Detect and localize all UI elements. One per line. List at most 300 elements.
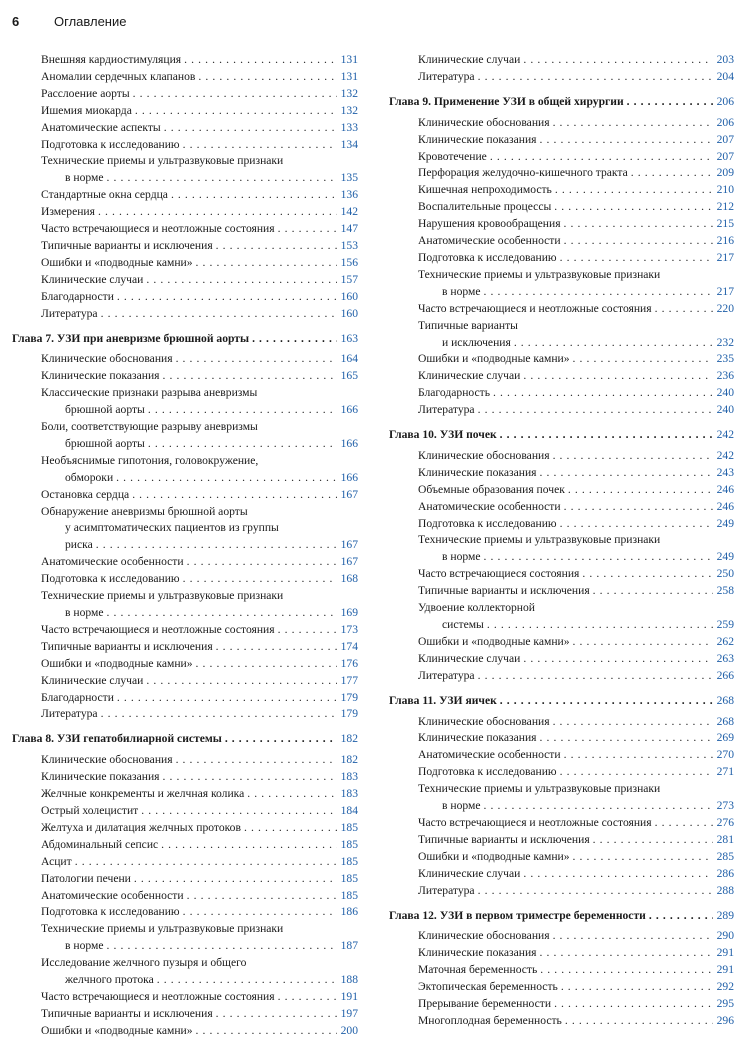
- toc-section-entry[interactable]: [389, 962, 734, 979]
- toc-column-left: [12, 52, 358, 1040]
- toc-page-number[interactable]: 174: [340, 639, 358, 653]
- toc-page-number[interactable]: 262: [716, 634, 734, 648]
- dot-leader: [540, 945, 714, 962]
- toc-section-entry[interactable]: [12, 487, 358, 504]
- toc-section-entry[interactable]: [389, 52, 734, 69]
- toc-page-number[interactable]: 212: [716, 200, 734, 214]
- toc-section-entry[interactable]: [389, 714, 734, 731]
- toc-page-number[interactable]: 177: [340, 673, 358, 687]
- toc-page-number[interactable]: 182: [340, 732, 358, 746]
- toc-entry-title: Анатомические особенности: [41, 888, 184, 902]
- dot-leader: [98, 204, 337, 221]
- toc-entry-title: Часто встречающиеся и неотложные состояния: [41, 622, 275, 636]
- toc-entry-title: Ошибки и «подводные камни»: [41, 1023, 193, 1037]
- dot-leader: [500, 427, 713, 444]
- toc-page-number[interactable]: 291: [716, 963, 734, 977]
- toc-section-entry[interactable]: [12, 272, 358, 289]
- toc-entry-title: Технические приемы и ультразвуковые признаки: [41, 922, 284, 936]
- dot-leader: [627, 94, 713, 111]
- toc-entry-title: Литература: [418, 668, 475, 682]
- toc-entry-title: Воспалительные процессы: [418, 200, 552, 214]
- toc-section-entry[interactable]: [12, 103, 358, 120]
- toc-entry-title: Клинические показания: [41, 369, 160, 383]
- toc-entry-title: Многоплодная беременность: [418, 1013, 562, 1027]
- toc-page-number[interactable]: 167: [340, 487, 358, 501]
- toc-page-number[interactable]: 217: [716, 250, 734, 264]
- toc-section-entry[interactable]: [12, 120, 358, 137]
- toc-section-entry[interactable]: [389, 69, 734, 86]
- toc-section-entry[interactable]: [389, 945, 734, 962]
- toc-section-entry[interactable]: [12, 656, 358, 673]
- toc-page-number[interactable]: 216: [716, 234, 734, 248]
- dot-leader: [564, 747, 713, 764]
- toc-page-number[interactable]: 185: [340, 871, 358, 885]
- toc-section-entry[interactable]: [389, 250, 734, 267]
- toc-page-number[interactable]: 270: [716, 748, 734, 762]
- toc-section-entry[interactable]: [389, 928, 734, 945]
- dot-leader: [478, 668, 713, 685]
- dot-leader: [554, 199, 713, 216]
- toc-section-entry[interactable]: [389, 996, 734, 1013]
- dot-leader: [553, 714, 713, 731]
- toc-page-number[interactable]: 185: [340, 820, 358, 834]
- toc-entry-title: Часто встречающиеся и неотложные состояния: [418, 815, 652, 829]
- toc-page-number[interactable]: 236: [716, 369, 734, 383]
- toc-page-number[interactable]: 167: [340, 555, 358, 569]
- toc-section-entry[interactable]: [389, 600, 734, 634]
- toc-page-number[interactable]: 291: [716, 946, 734, 960]
- toc-page-number[interactable]: 179: [340, 690, 358, 704]
- dot-leader: [225, 731, 337, 748]
- dot-leader: [553, 448, 713, 465]
- toc-section-entry[interactable]: [12, 769, 358, 786]
- toc-page-number[interactable]: 207: [716, 132, 734, 146]
- toc-section-entry[interactable]: [12, 904, 358, 921]
- toc-page-number[interactable]: 135: [340, 171, 358, 185]
- toc-section-entry[interactable]: [389, 499, 734, 516]
- toc-page-number[interactable]: 268: [716, 693, 734, 707]
- toc-page-number[interactable]: 220: [716, 301, 734, 315]
- toc-section-entry[interactable]: [12, 803, 358, 820]
- toc-entry-title: и исключения: [442, 335, 511, 349]
- toc-section-entry[interactable]: [389, 267, 734, 301]
- toc-section-entry[interactable]: [12, 921, 358, 955]
- toc-page-number[interactable]: 273: [716, 799, 734, 813]
- toc-entry-title: Анатомические особенности: [418, 234, 561, 248]
- toc-entry-title: Перфорация желудочно-кишечного тракта: [418, 166, 628, 180]
- toc-section-entry[interactable]: [12, 368, 358, 385]
- toc-section-entry[interactable]: [389, 182, 734, 199]
- toc-page-number[interactable]: 217: [716, 284, 734, 298]
- toc-page-number[interactable]: 197: [340, 1006, 358, 1020]
- toc-page-number[interactable]: 200: [340, 1023, 358, 1037]
- dot-leader: [117, 289, 337, 306]
- dot-leader: [278, 221, 337, 238]
- toc-page-number[interactable]: 286: [716, 866, 734, 880]
- toc-entry-title: Клинические случаи: [41, 673, 144, 687]
- toc-section-entry[interactable]: [389, 165, 734, 182]
- dot-leader: [196, 255, 337, 272]
- toc-entry-title: Технические приемы и ультразвуковые признаки: [418, 782, 661, 796]
- dot-leader: [655, 815, 713, 832]
- toc-page-number[interactable]: 243: [716, 465, 734, 479]
- toc-section-entry[interactable]: [12, 622, 358, 639]
- toc-page-number[interactable]: 246: [716, 499, 734, 513]
- toc-section-entry[interactable]: [12, 221, 358, 238]
- toc-section-entry[interactable]: [389, 132, 734, 149]
- toc-page-number[interactable]: 183: [340, 770, 358, 784]
- toc-page-number[interactable]: 240: [716, 403, 734, 417]
- toc-section-entry[interactable]: [389, 351, 734, 368]
- toc-page-number[interactable]: 184: [340, 803, 358, 817]
- toc-section-entry[interactable]: [389, 1013, 734, 1030]
- toc-section-entry[interactable]: [12, 752, 358, 769]
- toc-section-entry[interactable]: [12, 673, 358, 690]
- dot-leader: [117, 690, 337, 707]
- toc-section-entry[interactable]: [12, 554, 358, 571]
- toc-section-entry[interactable]: [12, 306, 358, 323]
- toc-entry-title: Клинические случаи: [41, 272, 144, 286]
- toc-page-number[interactable]: 157: [340, 272, 358, 286]
- toc-page-number[interactable]: 164: [340, 352, 358, 366]
- toc-entry-title: системы: [442, 618, 484, 631]
- dot-leader: [161, 837, 337, 854]
- toc-page-number[interactable]: 131: [340, 69, 358, 83]
- toc-page-number[interactable]: 132: [340, 103, 358, 117]
- dot-leader: [561, 979, 713, 996]
- toc-section-entry[interactable]: [12, 989, 358, 1006]
- toc-page-number[interactable]: 296: [716, 1013, 734, 1027]
- toc-page-number[interactable]: 276: [716, 815, 734, 829]
- toc-entry-title: Глава 10. УЗИ почек: [389, 428, 497, 442]
- dot-leader: [593, 583, 713, 600]
- toc-section-entry[interactable]: [389, 815, 734, 832]
- toc-page-number[interactable]: 163: [340, 331, 358, 345]
- dot-leader: [164, 120, 337, 137]
- toc-page-number[interactable]: 209: [716, 166, 734, 180]
- toc-page-number[interactable]: 176: [340, 656, 358, 670]
- toc-page-number[interactable]: 288: [716, 883, 734, 897]
- toc-entry-title: Нарушения кровообращения: [418, 217, 561, 231]
- toc-chapter-entry[interactable]: [389, 908, 734, 925]
- toc-page-number[interactable]: 185: [340, 888, 358, 902]
- dot-leader: [148, 436, 337, 453]
- toc-page-number[interactable]: 183: [340, 787, 358, 801]
- toc-page-number[interactable]: 142: [340, 205, 358, 219]
- toc-section-entry[interactable]: [12, 1006, 358, 1023]
- toc-section-entry[interactable]: [389, 866, 734, 883]
- toc-section-entry[interactable]: [12, 351, 358, 368]
- toc-page-number[interactable]: 210: [716, 183, 734, 197]
- toc-page-number[interactable]: 153: [340, 238, 358, 252]
- toc-entry-title: Клинические случаи: [418, 866, 521, 880]
- toc-section-entry[interactable]: [12, 588, 358, 622]
- dot-leader: [565, 1013, 713, 1030]
- dot-leader: [176, 752, 337, 769]
- dot-leader: [183, 137, 337, 154]
- toc-page-number[interactable]: 147: [340, 222, 358, 236]
- dot-leader: [573, 849, 713, 866]
- toc-page-number[interactable]: 242: [716, 448, 734, 462]
- toc-page-number[interactable]: 167: [340, 538, 358, 552]
- toc-section-entry[interactable]: [389, 516, 734, 533]
- toc-page-number[interactable]: 266: [716, 668, 734, 682]
- dot-leader: [96, 537, 337, 554]
- toc-section-entry[interactable]: [389, 216, 734, 233]
- toc-section-entry[interactable]: [12, 69, 358, 86]
- toc-entry-title: Клинические обоснования: [418, 448, 550, 462]
- toc-chapter-entry[interactable]: [389, 693, 734, 710]
- toc-entry-title: Типичные варианты и исключения: [418, 832, 590, 846]
- toc-page-number[interactable]: 207: [716, 149, 734, 163]
- toc-section-entry[interactable]: [389, 849, 734, 866]
- toc-page-number[interactable]: 240: [716, 386, 734, 400]
- toc-entry-title: Острый холецистит: [41, 803, 139, 817]
- toc-section-entry[interactable]: [12, 137, 358, 154]
- toc-entry-title: Ошибки и «подводные камни»: [41, 656, 193, 670]
- toc-section-entry[interactable]: [389, 747, 734, 764]
- dot-leader: [655, 301, 713, 318]
- toc-page-number[interactable]: 173: [340, 622, 358, 636]
- toc-page-number[interactable]: 268: [716, 714, 734, 728]
- toc-entry-title: желчного протока: [65, 973, 154, 987]
- toc-page-number[interactable]: 290: [716, 929, 734, 943]
- toc-entry-title: Часто встречающиеся состояния: [418, 567, 580, 581]
- toc-page-number[interactable]: 166: [340, 403, 358, 417]
- toc-page-number[interactable]: 206: [716, 94, 734, 108]
- toc-entry-title: брюшной аорты: [65, 436, 145, 450]
- toc-entry-title: Анатомические особенности: [418, 499, 561, 513]
- toc-page-number[interactable]: 156: [340, 255, 358, 269]
- toc-chapter-entry[interactable]: [389, 427, 734, 444]
- toc-section-entry[interactable]: [12, 639, 358, 656]
- dot-leader: [148, 402, 337, 419]
- toc-entry-title: обмороки: [65, 470, 114, 484]
- toc-section-entry[interactable]: [12, 153, 358, 187]
- toc-section-entry[interactable]: [12, 86, 358, 103]
- dot-leader: [183, 904, 337, 921]
- toc-entry-title: в норме: [65, 939, 104, 953]
- toc-entry-title: Глава 9. Применение УЗИ в общей хирургии: [389, 94, 624, 108]
- toc-section-entry[interactable]: [389, 115, 734, 132]
- toc-section-entry[interactable]: [12, 52, 358, 69]
- dot-leader: [106, 170, 337, 187]
- toc-entry-title: Клинические показания: [418, 465, 537, 479]
- toc-section-entry[interactable]: [12, 453, 358, 487]
- toc-entry-title: Подготовка к исследованию: [418, 765, 557, 779]
- toc-page-number[interactable]: 289: [716, 908, 734, 922]
- dot-leader: [573, 634, 713, 651]
- dot-leader: [101, 706, 337, 723]
- toc-entry-title: Объемные образования почек: [418, 482, 565, 496]
- toc-page-number[interactable]: 235: [716, 352, 734, 366]
- toc-entry-title: Литература: [418, 69, 475, 83]
- dot-leader: [560, 250, 713, 267]
- toc-page-number[interactable]: 203: [716, 53, 734, 66]
- toc-section-entry[interactable]: [12, 504, 358, 555]
- dot-leader: [478, 69, 713, 86]
- dot-leader: [176, 351, 337, 368]
- toc-section-entry[interactable]: [12, 955, 358, 989]
- toc-section-entry[interactable]: [389, 730, 734, 747]
- toc-entry-title: Часто встречающиеся и неотложные состояния: [41, 989, 275, 1003]
- toc-section-entry[interactable]: [389, 764, 734, 781]
- toc-page-number[interactable]: 271: [716, 765, 734, 779]
- dot-leader: [631, 165, 713, 182]
- toc-chapter-entry[interactable]: [389, 94, 734, 111]
- toc-page-number[interactable]: 206: [716, 115, 734, 129]
- toc-entry-title: Кровотечение: [418, 149, 487, 163]
- toc-section-entry[interactable]: [12, 238, 358, 255]
- toc-entry-title: Часто встречающиеся и неотложные состояния: [41, 222, 275, 236]
- toc-page-number[interactable]: 132: [340, 86, 358, 100]
- toc-page-number[interactable]: 269: [716, 731, 734, 745]
- toc-section-entry[interactable]: [12, 204, 358, 221]
- dot-leader: [141, 803, 337, 820]
- toc-section-entry[interactable]: [12, 419, 358, 453]
- toc-section-entry[interactable]: [12, 255, 358, 272]
- toc-section-entry[interactable]: [12, 1023, 358, 1040]
- toc-page-number[interactable]: 134: [340, 137, 358, 151]
- toc-section-entry[interactable]: [389, 668, 734, 685]
- toc-page-number[interactable]: 249: [716, 516, 734, 530]
- toc-section-entry[interactable]: [12, 706, 358, 723]
- toc-entry-title: Клинические обоснования: [41, 753, 173, 767]
- toc-section-entry[interactable]: [12, 871, 358, 888]
- toc-entry-title: Благодарности: [41, 690, 114, 704]
- dot-leader: [478, 402, 713, 419]
- toc-entry-title: Ошибки и «подводные камни»: [418, 352, 570, 366]
- toc-section-entry[interactable]: [389, 532, 734, 566]
- toc-page-number[interactable]: 186: [340, 905, 358, 919]
- toc-page-number[interactable]: 165: [340, 369, 358, 383]
- toc-page-number[interactable]: 246: [716, 482, 734, 496]
- toc-section-entry[interactable]: [389, 149, 734, 166]
- toc-entry-title: Технические приемы и ультразвуковые признаки: [418, 533, 661, 547]
- toc-entry-title: Глава 11. УЗИ яичек: [389, 693, 497, 707]
- toc-chapter-entry[interactable]: [12, 331, 358, 348]
- toc-section-entry[interactable]: [12, 690, 358, 707]
- toc-section-entry[interactable]: [12, 786, 358, 803]
- toc-page-number[interactable]: 259: [716, 618, 734, 631]
- toc-entry-title: в норме: [442, 799, 481, 813]
- dot-leader: [187, 888, 337, 905]
- toc-section-entry[interactable]: [389, 583, 734, 600]
- toc-section-entry[interactable]: [12, 385, 358, 419]
- toc-entry-title: Удвоение коллекторной: [418, 601, 536, 615]
- toc-page-number[interactable]: 292: [716, 980, 734, 994]
- toc-page-number[interactable]: 179: [340, 707, 358, 721]
- toc-section-entry[interactable]: [12, 854, 358, 871]
- toc-section-entry[interactable]: [12, 888, 358, 905]
- dot-leader: [133, 86, 337, 103]
- toc-page-number[interactable]: 182: [340, 753, 358, 767]
- dot-leader: [493, 385, 713, 402]
- toc-section-entry[interactable]: [389, 402, 734, 419]
- toc-section-entry[interactable]: [389, 199, 734, 216]
- toc-page-number[interactable]: 136: [340, 188, 358, 202]
- dot-leader: [500, 693, 713, 710]
- toc-section-entry[interactable]: [12, 187, 358, 204]
- toc-section-entry[interactable]: [389, 465, 734, 482]
- toc-page-number[interactable]: 131: [340, 53, 358, 66]
- toc-section-entry[interactable]: [389, 233, 734, 250]
- toc-page-number[interactable]: 281: [716, 832, 734, 846]
- toc-section-entry[interactable]: [389, 482, 734, 499]
- toc-entry-title: Литература: [418, 883, 475, 897]
- toc-page-number[interactable]: 188: [340, 973, 358, 987]
- toc-page-number[interactable]: 187: [340, 939, 358, 953]
- toc-section-entry[interactable]: [389, 883, 734, 900]
- toc-entry-title: Глава 12. УЗИ в первом триместре беременности: [389, 908, 646, 922]
- toc-page-number[interactable]: 250: [716, 567, 734, 581]
- toc-section-entry[interactable]: [389, 781, 734, 815]
- dot-leader: [247, 786, 337, 803]
- toc-section-entry[interactable]: [12, 837, 358, 854]
- toc-section-entry[interactable]: [389, 448, 734, 465]
- dot-leader: [278, 989, 337, 1006]
- dot-leader: [196, 1023, 337, 1040]
- toc-section-entry[interactable]: [389, 385, 734, 402]
- toc-section-entry[interactable]: [389, 634, 734, 651]
- dot-leader: [523, 866, 713, 883]
- dot-leader: [187, 554, 337, 571]
- toc-entry-title: Подготовка к исследованию: [41, 137, 180, 151]
- dot-leader: [593, 832, 713, 849]
- toc-entry-title: Кишечная непроходимость: [418, 183, 552, 197]
- toc-entry-title: в норме: [442, 550, 481, 564]
- toc-page-number[interactable]: 232: [716, 335, 734, 349]
- toc-page-number[interactable]: 258: [716, 584, 734, 598]
- toc-page-number[interactable]: 166: [340, 436, 358, 450]
- toc-page-number[interactable]: 185: [340, 854, 358, 868]
- toc-section-entry[interactable]: [389, 368, 734, 385]
- toc-entry-title: Измерения: [41, 205, 95, 219]
- toc-page-number[interactable]: 249: [716, 550, 734, 564]
- toc-entry-title: Типичные варианты и исключения: [41, 1006, 213, 1020]
- toc-section-entry[interactable]: [12, 289, 358, 306]
- toc-entry-title: Клинические показания: [418, 731, 537, 745]
- toc-section-entry[interactable]: [12, 820, 358, 837]
- toc-section-entry[interactable]: [389, 566, 734, 583]
- toc-page-number[interactable]: 185: [340, 837, 358, 851]
- toc-page-number[interactable]: 169: [340, 606, 358, 619]
- toc-page-number[interactable]: 160: [340, 289, 358, 303]
- toc-page-number[interactable]: 263: [716, 651, 734, 665]
- toc-page-number[interactable]: 168: [340, 572, 358, 586]
- toc-section-entry[interactable]: [389, 979, 734, 996]
- toc-page-number[interactable]: 133: [340, 120, 358, 134]
- toc-section-entry[interactable]: [12, 571, 358, 588]
- toc-entry-title: Клинические показания: [41, 770, 160, 784]
- toc-page-number[interactable]: 295: [716, 997, 734, 1011]
- toc-page-number[interactable]: 160: [340, 306, 358, 320]
- toc-section-entry[interactable]: [389, 318, 734, 352]
- toc-column-right: [389, 52, 734, 1030]
- toc-page-number[interactable]: 242: [716, 428, 734, 442]
- toc-entry-title: Стандартные окна сердца: [41, 188, 168, 202]
- toc-section-entry[interactable]: [389, 301, 734, 318]
- dot-leader: [553, 928, 713, 945]
- toc-section-entry[interactable]: [389, 832, 734, 849]
- toc-page-number[interactable]: 215: [716, 217, 734, 231]
- toc-section-entry[interactable]: [389, 651, 734, 668]
- toc-chapter-entry[interactable]: [12, 731, 358, 748]
- toc-page-number[interactable]: 285: [716, 849, 734, 863]
- toc-page-number[interactable]: 191: [340, 989, 358, 1003]
- toc-page-number[interactable]: 204: [716, 69, 734, 83]
- toc-page-number[interactable]: 166: [340, 470, 358, 484]
